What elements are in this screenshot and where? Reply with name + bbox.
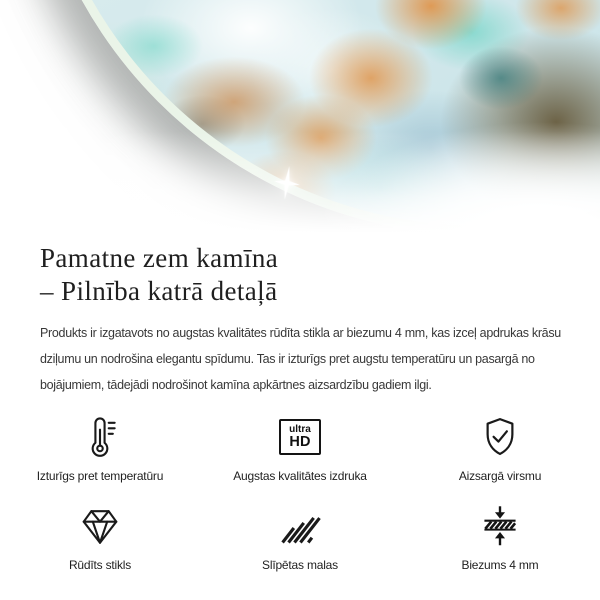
- page-title-line2: – Pilnība katrā detaļā: [40, 276, 278, 306]
- ultra-hd-badge-top: ultra: [289, 424, 311, 435]
- thermometer-icon: [78, 414, 122, 460]
- product-image: [0, 0, 600, 235]
- feature-temperature: [0, 414, 200, 483]
- page-title: [40, 242, 570, 308]
- feature-label: Augstas kvalitātes izdruka: [233, 469, 367, 483]
- feature-grid: [0, 414, 600, 572]
- feature-label: Izturīgs pret temperatūru: [36, 469, 164, 483]
- ultra-hd-icon: [279, 414, 321, 460]
- feature-beveled-edges: [200, 503, 400, 572]
- beveled-edges-icon: [278, 503, 322, 549]
- feature-label: Biezums 4 mm: [461, 558, 539, 572]
- thickness-icon: [478, 503, 522, 549]
- product-description: Produkts ir izgatavots no augstas kvalitātes rūdīta stikla ar biezumu 4 mm, kas izceļ apdrukas krāsu dziļumu un nodrošina elegantu spīdumu. Tas ir izturīgs pret augstu temperatūru un pasargā no bojājumiem, tādejādi nodrošinot kamīna apkārtnes aizsardzību gadiem ilgi.: [40, 326, 561, 392]
- shield-check-icon: [478, 414, 522, 460]
- ultra-hd-badge-bottom: HD: [289, 434, 311, 450]
- feature-label: Slīpētas malas: [262, 558, 338, 572]
- glass-panel-edge: [25, 0, 600, 235]
- ultra-hd-badge: [279, 419, 321, 455]
- feature-tempered-glass: [0, 503, 200, 572]
- feature-print-quality: [200, 414, 400, 483]
- sparkle-icon: [268, 164, 306, 202]
- feature-thickness: [400, 503, 600, 572]
- page-title-line1: Pamatne zem kamīna: [40, 243, 279, 273]
- feature-label: Rūdīts stikls: [68, 558, 132, 572]
- feature-label: Aizsargā virsmu: [458, 469, 542, 483]
- diamond-icon: [77, 503, 123, 549]
- feature-protection: [400, 414, 600, 483]
- glass-marble-print: [34, 0, 600, 226]
- content-section: [0, 242, 600, 398]
